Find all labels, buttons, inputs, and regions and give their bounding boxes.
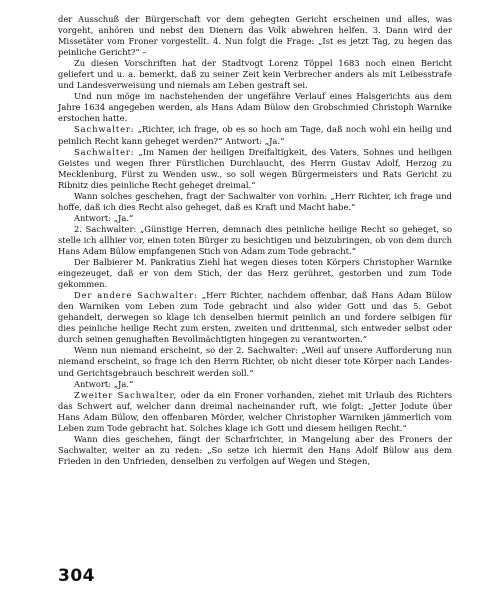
paragraph-text: Antwort: „Ja.“: [74, 378, 134, 389]
paragraph-text: 2. Sachwalter: „Günstige Herren, demnach dies peinliche heilige Recht so geheget, so stelle ich allhier vor, einen toten Bürger zu besichtigen und beizubringen, ob von dem durch Hans Adam Bülow empfangenen Stich von Adam zum Tode gebracht.“: [58, 223, 452, 256]
page-number: 304: [58, 566, 95, 586]
paragraph-text: Antwort: „Ja.“: [74, 212, 134, 223]
paragraph-text: Wann dies geschehen, fängt der Scharfrichter, in Mangelung aber des Froners der Sachwalter, weiter an zu reden: „So setze ich hiermit den Hans Adolf Bülow aus dem Frieden in den Unfrieden, denselben zu verfolgen auf Wegen und Stegen,: [58, 433, 452, 466]
paragraph-text: der Ausschuß der Bürgerschaft vor dem gehegten Gericht erscheinen und alles, was vorgeht, anhören und nebst den Dienern das Volk abwehren helfen. 3. Dann wird der Missetäter vom Froner vorgestellt. 4. Nun folgt die Frage: „Ist es jetzt Tag, zu hegen das peinliche Gericht?“ –: [58, 14, 452, 58]
paragraph: [58, 213, 452, 224]
paragraph-text: „Herr Richter, nachdem offenbar, daß Hans Adam Bülow den Warniken vom Leben zum Tode gebracht und also wider Gott und das 5. Gebot gehandelt, derwegen so klage ich denselben hiermit peinlich an und fordere selbigen für dies peinliche heilige Recht zum ersten, zweiten und drittenmal, sich entweder selbst oder durch seinen genughaften Bevollmächtigten hingegen zu verantworten.“: [58, 290, 452, 345]
paragraph-text: Wann solches geschehen, fragt der Sachwalter von vorhin: „Herr Richter, ich frage und hoffe, daß ich dies Recht also geheget, daß es Kraft und Macht habe.“: [58, 190, 452, 212]
paragraph: [58, 58, 452, 91]
paragraph: [58, 224, 452, 257]
speaker-label: Sachwalter:: [74, 146, 135, 157]
speaker-label: Der andere Sachwalter:: [74, 290, 198, 301]
paragraph: [58, 257, 452, 290]
speaker-label: Sachwalter:: [74, 124, 135, 135]
paragraph: [58, 290, 452, 345]
paragraph: [58, 91, 452, 124]
paragraph: [58, 124, 452, 146]
body-text: [58, 14, 452, 467]
paragraph-text: Wenn nun niemand erscheint, so der 2. Sachwalter: „Weil auf unsere Aufforderung nun niemand erscheint, so frage ich den Herrn Richter, ob nicht dieser tote Körper nach Landes- und Gerichtsgebrauch beschreit werden soll.“: [58, 345, 452, 378]
speaker-label: Zweiter Sachwalter,: [74, 389, 178, 400]
paragraph: [58, 14, 452, 58]
paragraph-text: Zu diesen Vorschriften hat der Stadtvogt Lorenz Töppel 1683 noch einen Bericht geliefert und u. a. bemerkt, daß zu seiner Zeit kein Verbrecher anders als mit Leibesstrafe und Landesverweisung und niemals am Leben gestraft sei.: [58, 58, 452, 91]
paragraph: [58, 345, 452, 378]
paragraph: [58, 434, 452, 467]
paragraph: [58, 191, 452, 213]
paragraph: [58, 147, 452, 191]
paragraph-text: „Im Namen der heiligen Dreifaltigkeit, des Vaters, Sohnes und heiligen Geistes und wegen Ihrer Fürstlichen Durchlaucht, des Herrn Gustav Adolf, Herzog zu Mecklenburg, Fürst zu Wenden usw., so soll wegen Bürgermeisters und Rats Gericht zu Ribnitz dies peinliche Recht geheget dreimal.“: [58, 146, 452, 190]
paragraph: [58, 390, 452, 434]
paragraph-text: Der Balbierer M. Pankratius Ziehl hat wegen dieses toten Körpers Christopher Warnike eingezeuget, daß er von dem Stich, der das Herz gerühret, gestorben und zum Tode gekommen.: [58, 257, 452, 290]
paragraph-text: oder da ein Froner vorhanden, ziehet mit Urlaub des Richters das Schwert auf, welcher dann dreimal nacheinander ruft, wie folgt: „Jetter Jodute über Hans Adam Bülow, den offenbaren Mörder, welcher Christopher Warniken jämmerlich vom Leben zum Tode gebracht hat. Solches klage ich Gott und diesem heiligen Recht.“: [58, 389, 452, 433]
paragraph: [58, 379, 452, 390]
paragraph-text: „Richter, ich frage, ob es so hoch am Tage, daß noch wohl ein heilig und peinlich Recht kann geheget werden?“ Antwort: „Ja.“: [58, 124, 452, 146]
paragraph-text: Und nun möge im nachstehenden der ungefähre Verlauf eines Halsgerichts aus dem Jahre 1634 angegeben werden, als Hans Adam Bülow den Grobschmied Christoph Warnike erstochen hatte.: [58, 91, 452, 124]
